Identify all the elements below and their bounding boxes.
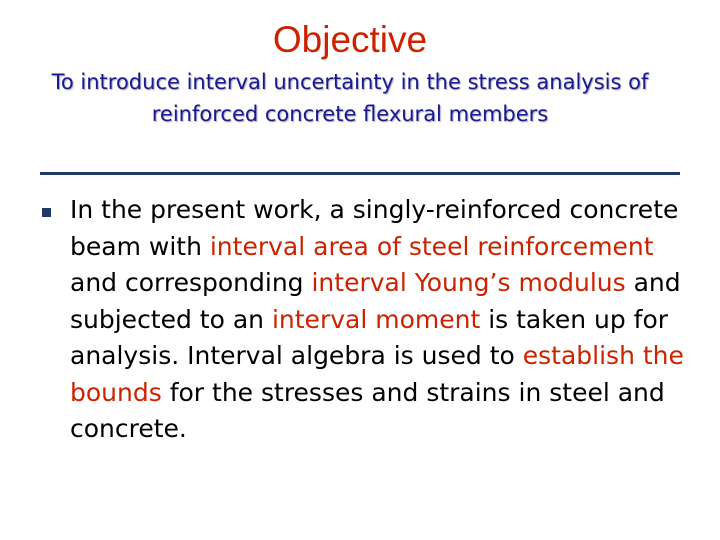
bullet-text-segment: for the stresses and strains in steel and concrete.	[70, 377, 665, 443]
bullet-text-segment: In the present work, a singly-reinforced concrete beam with	[70, 195, 679, 261]
bullet-highlight-segment: interval area of steel reinforcement	[209, 231, 654, 261]
bullet-text-segment: and subjected to an	[70, 268, 681, 334]
bullet-highlight-segment: interval Young’s modulus	[311, 268, 626, 297]
divider-rule	[40, 172, 680, 175]
slide-title: Objective	[272, 19, 428, 60]
bullet-text-segment: is taken up for analysis. Interval algebra is used to	[70, 304, 669, 370]
bullet-highlight-segment: interval moment	[271, 304, 481, 334]
bullet-text-segment: and corresponding	[70, 268, 312, 297]
slide-subtitle: To introduce interval uncertainty in the stress analysis of reinforced concrete flexural members	[51, 70, 649, 126]
square-bullet-icon	[42, 208, 51, 217]
bullet-text	[70, 192, 690, 448]
bullet-highlight-segment: establish the bounds	[70, 341, 684, 407]
